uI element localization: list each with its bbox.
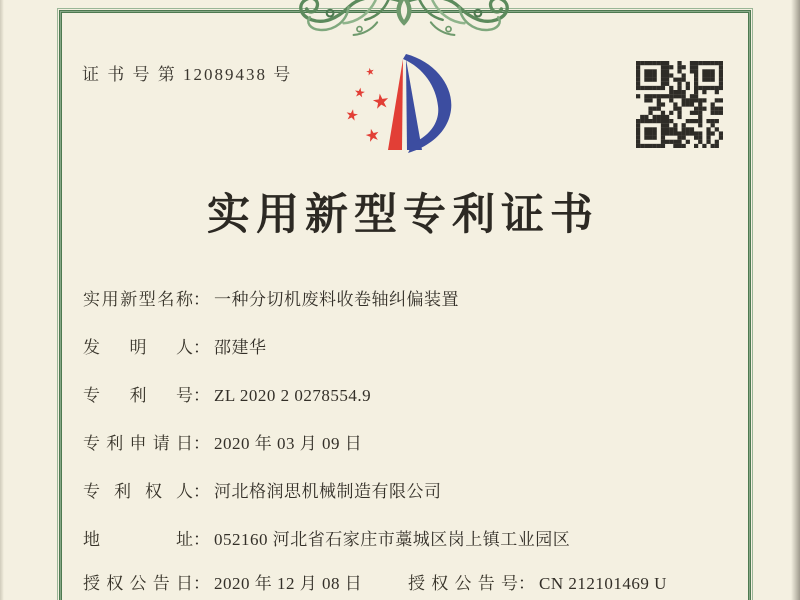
field-label: 授权公告日 bbox=[83, 574, 193, 593]
star-icon: ★ bbox=[370, 89, 392, 115]
field-label: 专利权人 bbox=[83, 482, 193, 501]
field-label: 授权公告号 bbox=[408, 574, 518, 593]
grant-number-group bbox=[408, 569, 667, 594]
field-colon: ： bbox=[193, 386, 210, 405]
field-value: ZL 2020 2 0278554.9 bbox=[214, 386, 372, 405]
field-value: 2020 年 12 月 08 日 bbox=[214, 574, 363, 593]
certificate-title: 实用新型专利证书 bbox=[207, 192, 599, 239]
star-icon: ★ bbox=[364, 66, 376, 79]
cnipa-patent-logo bbox=[338, 50, 462, 156]
field-row-address bbox=[83, 525, 570, 550]
star-icon: ★ bbox=[353, 84, 367, 101]
field-row-grant bbox=[83, 569, 667, 594]
field-row-utility-model-name bbox=[83, 285, 459, 310]
star-icon: ★ bbox=[362, 124, 383, 147]
certificate-number: 证 书 号 第 12089438 号 bbox=[82, 65, 293, 84]
field-row-application-date bbox=[83, 429, 362, 454]
page-right-edge-shadow bbox=[791, 0, 800, 600]
field-value: 一种分切机废料收卷轴纠偏装置 bbox=[214, 290, 459, 309]
field-label: 专利申请日 bbox=[83, 434, 193, 453]
field-label: 专利号 bbox=[83, 386, 193, 405]
field-label: 发明人 bbox=[83, 338, 193, 357]
field-colon: ： bbox=[193, 434, 210, 453]
patent-logo-monument-icon bbox=[338, 50, 462, 156]
field-value: 2020 年 03 月 09 日 bbox=[214, 434, 363, 453]
qr-code bbox=[636, 61, 723, 148]
field-row-patentee bbox=[83, 477, 442, 502]
field-value: 052160 河北省石家庄市藁城区岗上镇工业园区 bbox=[214, 530, 571, 549]
field-colon: ： bbox=[193, 338, 210, 357]
field-colon: ： bbox=[193, 482, 210, 501]
field-colon: ： bbox=[193, 574, 210, 593]
floral-ornament-icon bbox=[278, 0, 530, 50]
field-label: 地址 bbox=[83, 530, 193, 549]
page-left-edge-shadow bbox=[0, 0, 4, 600]
field-row-patent-number bbox=[83, 381, 371, 406]
field-colon: ： bbox=[193, 530, 210, 549]
star-icon: ★ bbox=[343, 106, 360, 126]
field-value: 河北格润思机械制造有限公司 bbox=[214, 482, 442, 501]
field-colon: ： bbox=[518, 574, 535, 593]
field-value: CN 212101469 U bbox=[539, 574, 667, 593]
field-row-inventor bbox=[83, 333, 267, 358]
field-value: 邵建华 bbox=[214, 338, 267, 357]
grant-date-group bbox=[83, 569, 362, 594]
field-label: 实用新型名称 bbox=[83, 290, 193, 309]
field-colon: ： bbox=[193, 290, 210, 309]
